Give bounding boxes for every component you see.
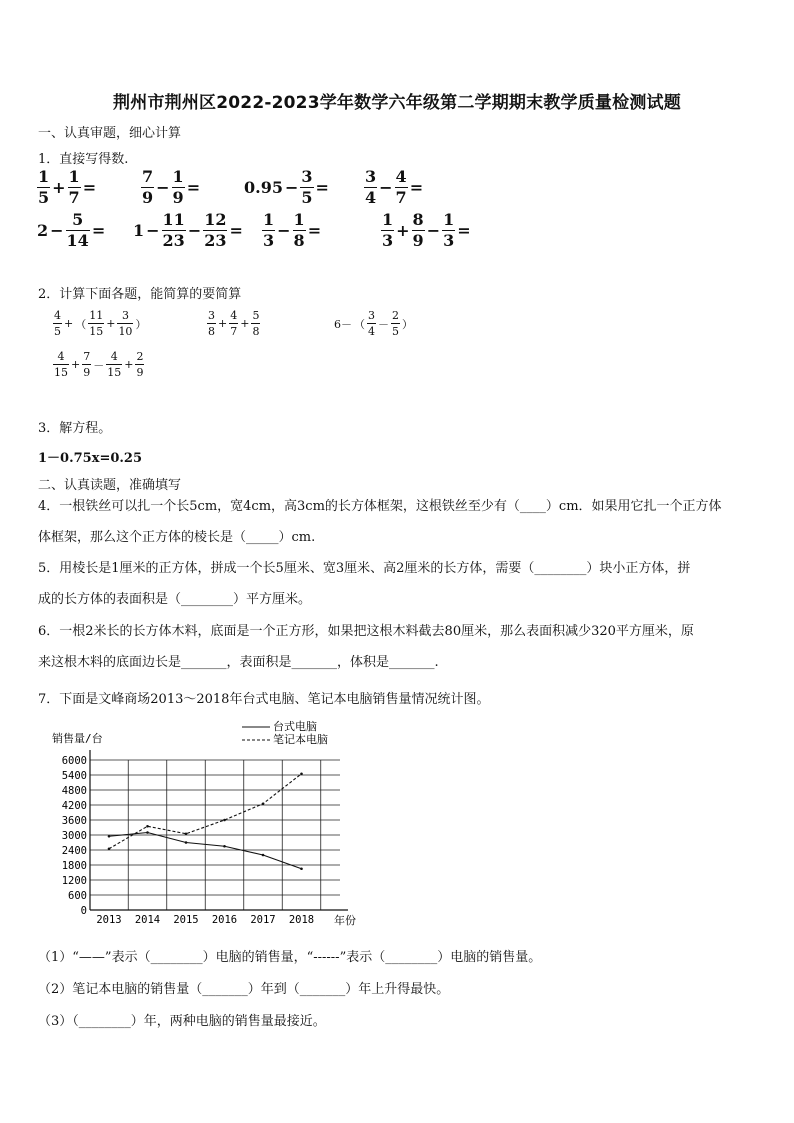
equals-sign: = bbox=[409, 178, 424, 197]
operator: + bbox=[396, 221, 410, 240]
y-axis-label: 销售量/台 bbox=[52, 732, 103, 745]
q5 bbox=[38, 553, 758, 615]
fraction bbox=[367, 310, 376, 337]
q1-item-2 bbox=[140, 169, 201, 206]
denominator: 5 bbox=[301, 188, 313, 207]
numerator: 4 bbox=[57, 350, 65, 363]
y-tick-label: 4200 bbox=[61, 800, 87, 812]
denominator: 23 bbox=[204, 231, 227, 250]
fraction bbox=[82, 351, 91, 378]
y-tick-label: 3600 bbox=[61, 815, 87, 827]
x-tick-label: 2018 bbox=[288, 914, 315, 926]
fraction bbox=[381, 212, 394, 249]
denominator: 3 bbox=[382, 231, 394, 250]
operator: + bbox=[71, 358, 81, 371]
q2-label: 2．计算下面各题，能简算的要简算 bbox=[38, 287, 242, 302]
q6 bbox=[38, 616, 758, 678]
q1-item-7 bbox=[261, 212, 322, 249]
section-2-heading: 二、认真读题，准确填写 bbox=[38, 478, 182, 493]
fraction bbox=[203, 212, 227, 249]
equals-sign: = bbox=[186, 178, 201, 197]
numerator: 2 bbox=[136, 350, 144, 363]
denominator: 9 bbox=[172, 188, 184, 207]
q6-line-1: 6．一根2米长的长方体木料，底面是一个正方形，如果把这根木料截去80厘米，那么表面积减少320平方厘米，原 bbox=[38, 624, 694, 639]
q2-expression-3 bbox=[333, 310, 414, 337]
equals-sign: = bbox=[229, 221, 243, 240]
equals-sign: = bbox=[315, 178, 329, 197]
data-point bbox=[146, 831, 149, 834]
fraction bbox=[395, 169, 408, 206]
numerator: 3 bbox=[208, 309, 215, 322]
numerator: 3 bbox=[301, 167, 313, 186]
paren: ） bbox=[402, 317, 413, 331]
numerator: 1 bbox=[263, 210, 275, 229]
fraction bbox=[251, 310, 260, 337]
denominator: 14 bbox=[66, 231, 89, 250]
q7-sub-1: （1）“——”表示（________）电脑的销售量，“------”表示（________）电脑的销售量。 bbox=[38, 950, 542, 965]
fraction bbox=[88, 310, 104, 337]
numerator: 1 bbox=[443, 210, 455, 229]
q2-expression-2 bbox=[206, 310, 261, 337]
q7-sub-3: （3）（________）年，两种电脑的销售量最接近。 bbox=[38, 1014, 326, 1029]
data-point bbox=[185, 832, 188, 835]
fraction bbox=[141, 169, 154, 206]
fraction bbox=[229, 310, 238, 337]
operator: − bbox=[277, 221, 291, 240]
numerator: 1 bbox=[68, 167, 80, 186]
q5-line-1: 5．用棱长是1厘米的正方体，拼成一个长5厘米、宽3厘米、高2厘米的长方体，需要（________）块小正方体，拼 bbox=[38, 561, 691, 576]
fraction bbox=[172, 169, 185, 206]
chart-legend bbox=[242, 719, 328, 746]
q1-item-4 bbox=[363, 169, 424, 206]
numerator: 7 bbox=[142, 167, 154, 186]
numerator: 8 bbox=[412, 210, 424, 229]
operator: − bbox=[156, 178, 170, 197]
operator: + bbox=[52, 178, 66, 197]
data-point bbox=[223, 819, 226, 822]
denominator: 7 bbox=[68, 188, 80, 207]
fraction bbox=[300, 169, 313, 206]
data-point bbox=[146, 825, 149, 828]
fraction bbox=[37, 169, 50, 206]
y-tick-label: 600 bbox=[68, 890, 87, 902]
operator: − bbox=[50, 221, 64, 240]
operator: − bbox=[284, 178, 299, 197]
numerator: 11 bbox=[162, 210, 185, 229]
x-axis-label: 年份 bbox=[334, 914, 356, 927]
numerator: 3 bbox=[365, 167, 377, 186]
legend-label: 笔记本电脑 bbox=[273, 733, 328, 746]
fraction bbox=[162, 212, 186, 249]
numerator: 3 bbox=[368, 309, 375, 322]
x-tick-labels bbox=[96, 914, 314, 926]
y-tick-label: 0 bbox=[80, 905, 87, 917]
paren: （ bbox=[354, 317, 365, 331]
leading-number: 0.95 bbox=[244, 178, 283, 197]
q1-item-3 bbox=[243, 169, 330, 206]
data-point bbox=[262, 802, 265, 805]
numerator: 4 bbox=[54, 309, 61, 322]
y-tick-label: 1200 bbox=[61, 875, 87, 887]
y-tick-label: 2400 bbox=[61, 845, 87, 857]
y-tick-labels bbox=[62, 755, 87, 917]
page-title: 荆州市荆州区2022-2023学年数学六年级第二学期期末教学质量检测试题 bbox=[113, 93, 681, 113]
q1-item-8 bbox=[380, 212, 472, 249]
denominator: 7 bbox=[230, 325, 238, 338]
equals-sign: = bbox=[307, 221, 322, 240]
x-tick-label: 2017 bbox=[250, 914, 276, 926]
data-point bbox=[185, 841, 188, 844]
numerator: 3 bbox=[121, 309, 129, 322]
fraction bbox=[207, 310, 216, 337]
operator: + bbox=[240, 317, 250, 330]
y-tick-label: 4800 bbox=[61, 785, 87, 797]
paren: （ bbox=[75, 317, 87, 331]
y-tick-label: 5400 bbox=[61, 770, 87, 782]
numerator: 4 bbox=[395, 167, 407, 186]
fraction bbox=[364, 169, 377, 206]
q4-line-1: 4．一根铁丝可以扎一个长5cm，宽4cm，高3cm的长方体框架，这根铁丝至少有（____）cm．如果用它扎一个正方体 bbox=[38, 499, 722, 514]
denominator: 9 bbox=[412, 231, 424, 250]
data-point bbox=[108, 847, 111, 850]
operator: − bbox=[426, 221, 441, 240]
fraction bbox=[68, 169, 81, 206]
operator: － bbox=[93, 358, 105, 372]
denominator: 9 bbox=[142, 188, 154, 207]
denominator: 10 bbox=[118, 325, 133, 338]
q1-item-6 bbox=[132, 212, 244, 249]
q3-label: 3．解方程。 bbox=[38, 421, 112, 436]
leading-number: 1 bbox=[133, 221, 145, 240]
operator: + bbox=[124, 358, 134, 371]
q1-item-5 bbox=[36, 212, 106, 249]
q4 bbox=[38, 491, 758, 553]
equals-sign: = bbox=[91, 221, 106, 240]
fraction bbox=[106, 351, 122, 378]
numerator: 4 bbox=[230, 309, 238, 322]
q7-sub-2: （2）笔记本电脑的销售量（_______）年到（_______）年上升得最快。 bbox=[38, 982, 450, 997]
fraction bbox=[442, 212, 455, 249]
data-point bbox=[300, 867, 303, 870]
denominator: 8 bbox=[293, 231, 305, 250]
numerator: 1 bbox=[382, 210, 394, 229]
fraction bbox=[412, 212, 425, 249]
fraction bbox=[53, 310, 62, 337]
fraction bbox=[262, 212, 275, 249]
data-point bbox=[262, 854, 265, 857]
operator: + bbox=[64, 317, 74, 330]
q1-label: 1．直接写得数. bbox=[38, 152, 129, 167]
fraction bbox=[135, 351, 144, 378]
numerator: 7 bbox=[83, 350, 91, 363]
numerator: 2 bbox=[392, 309, 399, 322]
denominator: 23 bbox=[162, 231, 185, 250]
fraction bbox=[391, 310, 400, 337]
denominator: 15 bbox=[54, 366, 68, 379]
leading-number: 2 bbox=[37, 221, 49, 240]
chart-grid bbox=[90, 750, 348, 910]
q3-equation: 1－0.75x=0.25 bbox=[38, 451, 143, 466]
y-tick-label: 6000 bbox=[61, 755, 87, 767]
denominator: 9 bbox=[136, 366, 144, 379]
fraction bbox=[66, 212, 90, 249]
q5-line-2: 成的长方体的表面积是（________）平方厘米。 bbox=[38, 592, 312, 607]
denominator: 15 bbox=[107, 366, 122, 379]
numerator: 12 bbox=[204, 210, 227, 229]
numerator: 5 bbox=[72, 210, 84, 229]
fraction bbox=[117, 310, 133, 337]
denominator: 4 bbox=[365, 188, 377, 207]
x-tick-label: 2016 bbox=[211, 914, 238, 926]
q2-expression-4 bbox=[52, 351, 145, 378]
operator: + bbox=[218, 317, 228, 330]
numerator: 1 bbox=[38, 167, 50, 186]
section-1-heading: 一、认真审题，细心计算 bbox=[38, 126, 182, 141]
q7-label: 7．下面是文峰商场2013～2018年台式电脑、笔记本电脑销售量情况统计图。 bbox=[38, 692, 490, 707]
data-point bbox=[300, 772, 303, 775]
q2-expression-1 bbox=[52, 310, 147, 337]
data-point bbox=[223, 845, 226, 848]
x-tick-label: 2015 bbox=[173, 914, 199, 926]
equals-sign: = bbox=[82, 178, 97, 197]
denominator: 8 bbox=[252, 325, 260, 338]
denominator: 5 bbox=[392, 325, 399, 338]
fraction bbox=[293, 212, 306, 249]
denominator: 3 bbox=[443, 231, 455, 250]
equals-sign: = bbox=[457, 221, 471, 240]
q4-line-2: 体框架，那么这个正方体的棱长是（_____）cm. bbox=[38, 530, 316, 545]
denominator: 3 bbox=[263, 231, 275, 250]
numerator: 5 bbox=[252, 309, 260, 322]
operator: − bbox=[187, 221, 202, 240]
denominator: 5 bbox=[38, 188, 50, 207]
operator: － bbox=[378, 317, 389, 331]
denominator: 4 bbox=[368, 325, 375, 338]
q1-item-1 bbox=[36, 169, 97, 206]
denominator: 9 bbox=[83, 366, 91, 379]
numerator: 11 bbox=[89, 309, 104, 322]
y-tick-label: 3000 bbox=[61, 830, 87, 842]
q6-line-2: 来这根木料的底面边长是_______，表面积是_______，体积是_______. bbox=[38, 655, 439, 670]
operator: − bbox=[146, 221, 160, 240]
denominator: 8 bbox=[208, 325, 215, 338]
y-tick-label: 1800 bbox=[61, 860, 87, 872]
leading-number: 6－ bbox=[334, 317, 352, 331]
operator: − bbox=[379, 178, 393, 197]
denominator: 5 bbox=[54, 325, 61, 338]
data-point bbox=[108, 835, 111, 838]
numerator: 4 bbox=[110, 350, 118, 363]
operator: + bbox=[106, 317, 116, 330]
fraction bbox=[53, 351, 69, 378]
numerator: 1 bbox=[293, 210, 305, 229]
denominator: 7 bbox=[395, 188, 407, 207]
x-tick-label: 2014 bbox=[134, 914, 161, 926]
denominator: 15 bbox=[89, 325, 104, 338]
paren: ） bbox=[135, 317, 147, 331]
sales-line-chart bbox=[30, 718, 370, 933]
x-tick-label: 2013 bbox=[96, 914, 122, 926]
numerator: 1 bbox=[172, 167, 184, 186]
legend-label: 台式电脑 bbox=[273, 720, 317, 733]
